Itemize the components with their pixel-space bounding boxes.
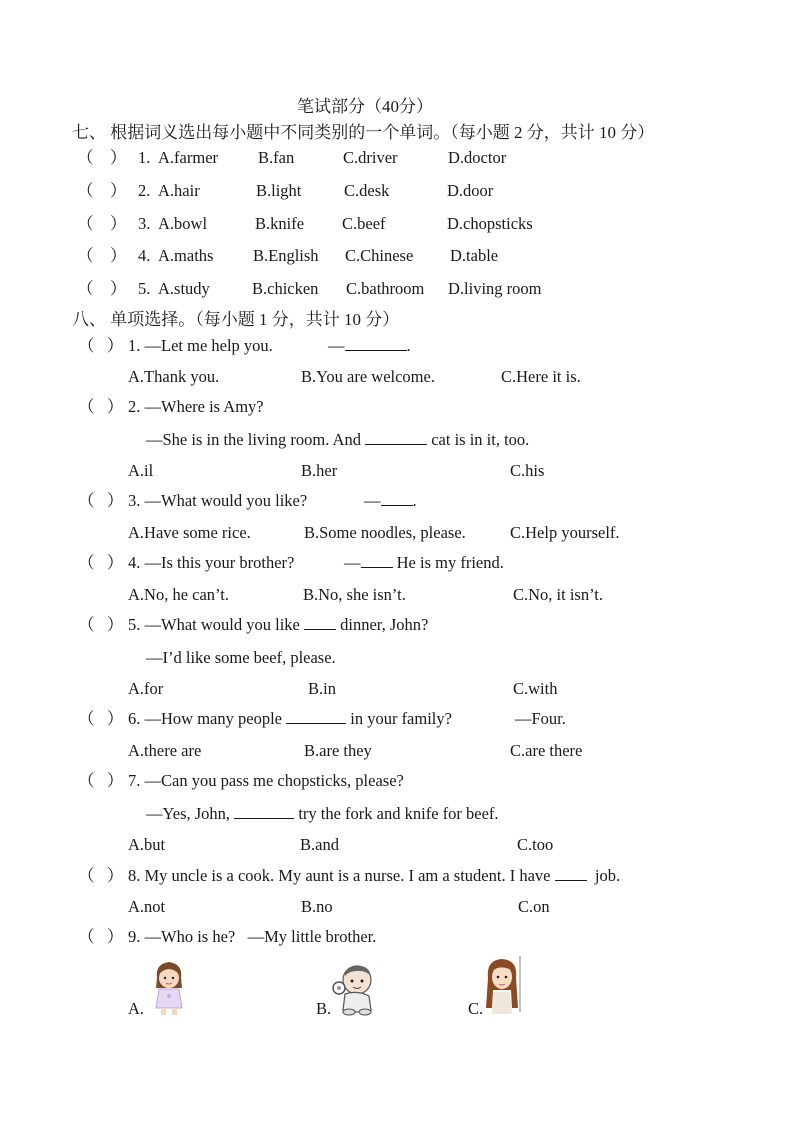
answer-paren[interactable]: （ ） [77, 246, 127, 265]
q2-line2: —She is in the living room. And cat is in it, too. [146, 430, 530, 449]
option-b: B.light [256, 181, 302, 200]
q5-option-b: B.in [308, 679, 336, 698]
option-c: C.bathroom [346, 279, 425, 298]
answer-paren[interactable]: （ ） [78, 771, 124, 790]
option-a: A.bowl [158, 214, 208, 233]
answer-paren[interactable]: （ ） [78, 336, 124, 355]
q7-line2: —Yes, John, try the fork and knife for beef. [146, 804, 499, 823]
section-8-heading: 八、 单项选择。（每小题 1 分，共计 10 分） [72, 310, 400, 329]
q2-stem: 2. —Where is Amy? [128, 397, 264, 416]
q4-stem: 4. —Is this your brother? [128, 553, 295, 572]
answer-paren[interactable]: （ ） [78, 866, 124, 885]
q9-option-b: B. [316, 999, 332, 1018]
answer-blank[interactable] [234, 804, 294, 819]
answer-blank[interactable] [304, 615, 336, 630]
q1-option-c: C.Here it is. [501, 367, 581, 386]
long-hair-girl-picture [482, 956, 524, 1016]
option-b: B.chicken [252, 279, 319, 298]
q3-option-c: C.Help yourself. [510, 523, 620, 542]
question-number: 3. [138, 214, 151, 233]
q3-option-a: A.Have some rice. [128, 523, 251, 542]
option-c: C.Chinese [345, 246, 414, 265]
q2-option-c: C.his [510, 461, 545, 480]
option-c: C.beef [342, 214, 386, 233]
q3-stem: 3. —What would you like? [128, 491, 308, 510]
q8-stem: 8. My uncle is a cook. My aunt is a nurse. I am a student. I have job. [128, 866, 621, 885]
q3-option-b: B.Some noodles, please. [304, 523, 466, 542]
q7-option-a: A.but [128, 835, 166, 854]
q9-stem: 9. —Who is he? —My little brother. [128, 927, 377, 946]
answer-paren[interactable]: （ ） [78, 491, 124, 510]
q6-option-b: B.are they [304, 741, 372, 760]
option-d: D.door [447, 181, 494, 200]
answer-blank[interactable] [345, 336, 407, 351]
page-title: 笔试部分（40分） [297, 97, 433, 116]
answer-paren[interactable]: （ ） [77, 181, 127, 200]
answer-blank[interactable] [286, 709, 346, 724]
q2-option-b: B.her [301, 461, 338, 480]
option-c: C.driver [343, 148, 398, 167]
q7-stem: 7. —Can you pass me chopsticks, please? [128, 771, 404, 790]
option-d: D.doctor [448, 148, 507, 167]
q4-option-c: C.No, it isn’t. [513, 585, 604, 604]
answer-blank[interactable] [361, 553, 393, 568]
q9-option-a: A. [128, 999, 145, 1018]
q9-option-c: C. [468, 999, 484, 1018]
answer-paren[interactable]: （ ） [78, 927, 124, 946]
answer-paren[interactable]: （ ） [78, 615, 124, 634]
q5-line2: —I’d like some beef, please. [146, 648, 336, 667]
q1-option-b: B.You are welcome. [301, 367, 435, 386]
answer-paren[interactable]: （ ） [78, 397, 124, 416]
q6-option-a: A.there are [128, 741, 202, 760]
q6-stem: 6. —How many people in your family? [128, 709, 452, 728]
q8-option-b: B.no [301, 897, 333, 916]
option-a: A.study [158, 279, 210, 298]
q4-reply: — He is my friend. [344, 553, 504, 572]
q1-reply: — . [328, 336, 411, 355]
option-b: B.English [253, 246, 319, 265]
option-b: B.fan [258, 148, 295, 167]
option-a: A.farmer [158, 148, 219, 167]
q7-option-c: C.too [517, 835, 554, 854]
answer-blank[interactable] [555, 866, 587, 881]
answer-paren[interactable]: （ ） [77, 279, 127, 298]
baby-picture [329, 962, 381, 1016]
answer-paren[interactable]: （ ） [77, 148, 127, 167]
option-b: B.knife [255, 214, 305, 233]
q1-stem: 1. —Let me help you. [128, 336, 273, 355]
q8-option-c: C.on [518, 897, 550, 916]
option-c: C.desk [344, 181, 390, 200]
q6-reply: —Four. [515, 709, 566, 728]
q1-option-a: A.Thank you. [128, 367, 220, 386]
q3-reply: — . [364, 491, 417, 510]
section-7-heading: 七、 根据词义选出每小题中不同类别的一个单词。（每小题 2 分，共计 10 分） [72, 123, 655, 142]
answer-blank[interactable] [381, 491, 413, 506]
q5-option-c: C.with [513, 679, 558, 698]
q5-stem: 5. —What would you like dinner, John? [128, 615, 429, 634]
girl-picture [149, 958, 189, 1016]
option-d: D.living room [448, 279, 542, 298]
question-number: 2. [138, 181, 151, 200]
question-number: 4. [138, 246, 151, 265]
answer-paren[interactable]: （ ） [77, 214, 127, 233]
q5-option-a: A.for [128, 679, 164, 698]
q6-option-c: C.are there [510, 741, 583, 760]
q4-option-a: A.No, he can’t. [128, 585, 229, 604]
option-a: A.hair [158, 181, 200, 200]
q4-option-b: B.No, she isn’t. [303, 585, 406, 604]
q7-option-b: B.and [300, 835, 339, 854]
answer-paren[interactable]: （ ） [78, 709, 124, 728]
q8-option-a: A.not [128, 897, 166, 916]
option-d: D.table [450, 246, 499, 265]
answer-blank[interactable] [365, 430, 427, 445]
option-a: A.maths [158, 246, 214, 265]
q2-option-a: A.il [128, 461, 154, 480]
option-d: D.chopsticks [447, 214, 533, 233]
question-number: 1. [138, 148, 151, 167]
answer-paren[interactable]: （ ） [78, 553, 124, 572]
question-number: 5. [138, 279, 151, 298]
